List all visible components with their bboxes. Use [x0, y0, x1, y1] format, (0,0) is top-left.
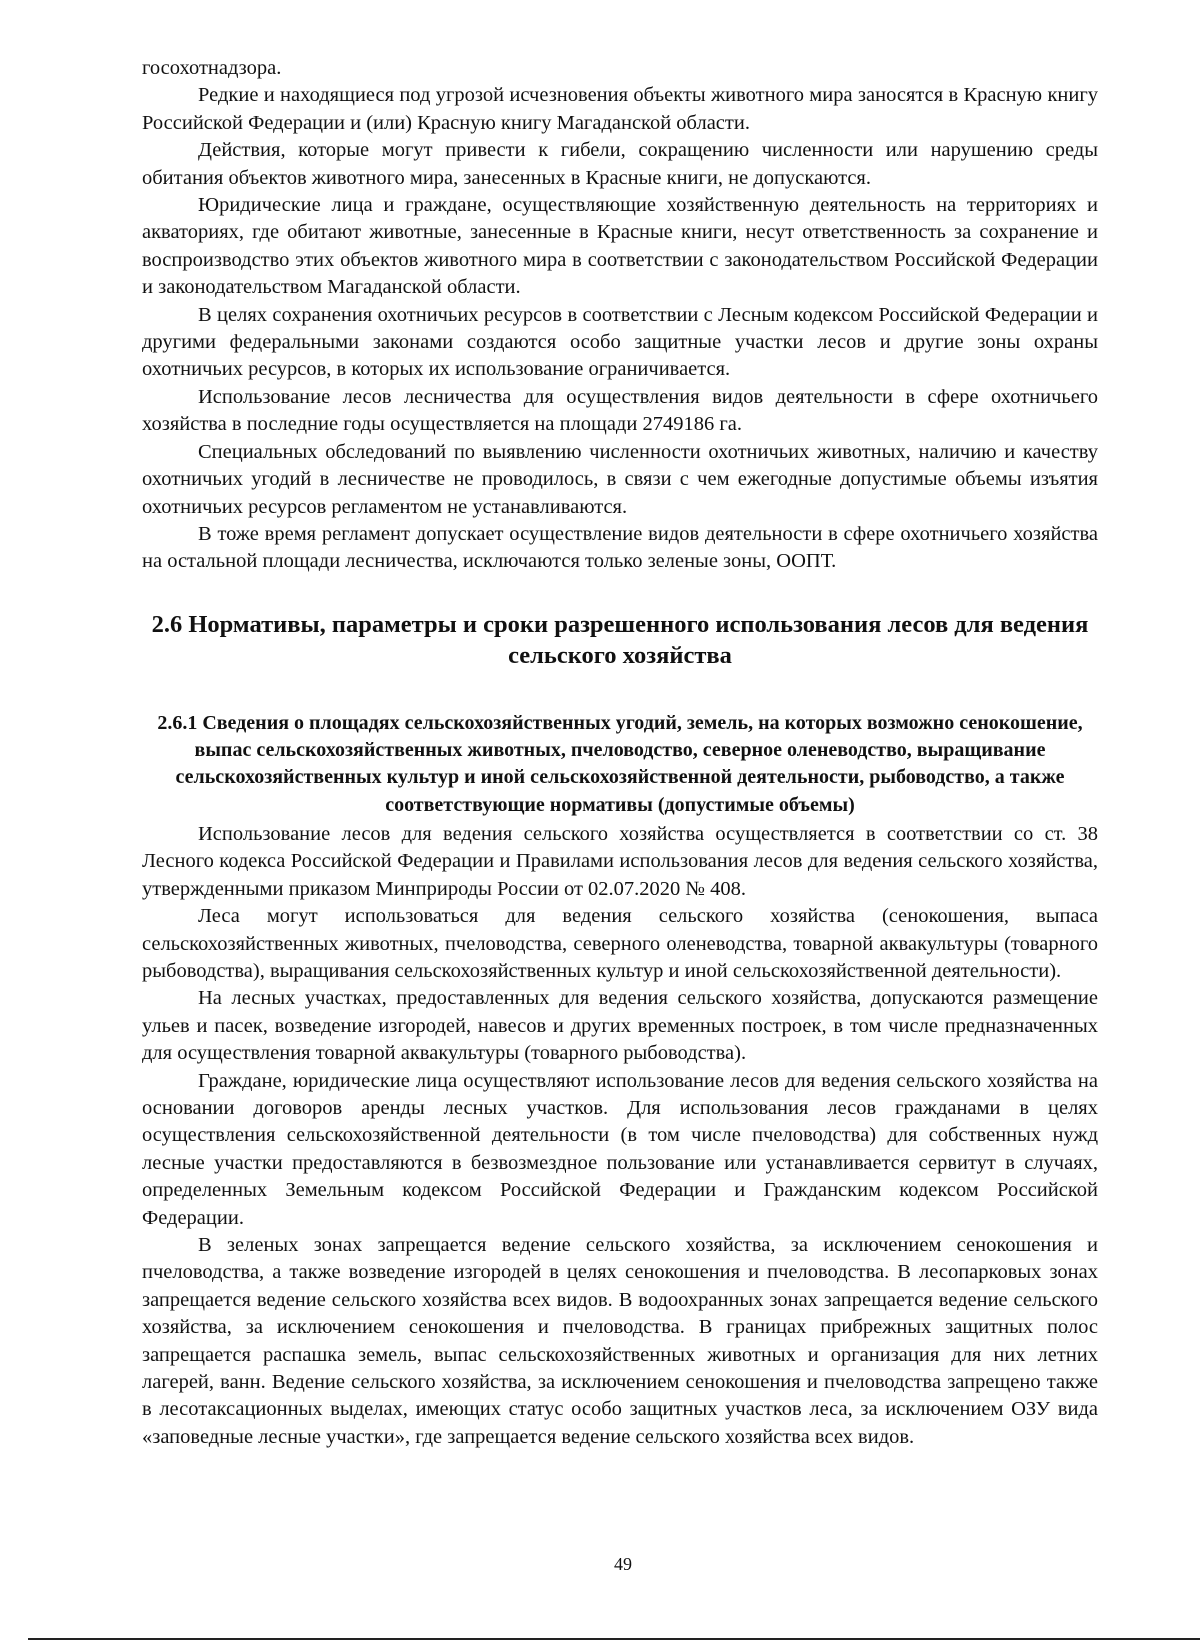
- paragraph-responsibility: Юридические лица и граждане, осуществляющие хозяйственную деятельность на территориях и акваториях, где обитают животные, занесенные в Красные книги, несут ответственность за сохранение и воспроизводство этих объектов животного мира в соответствии с законодательством Российской Федерации и законодательством Магаданской области.: [142, 194, 1098, 299]
- subsection-heading: 2.6.1 Сведения о площадях сельскохозяйственных угодий, земель, на которых возможно сенокошение, выпас сельскохозяйственных животных, пчеловодство, северное оленеводство, выращивание сельскохозяйственных культур и иной сельскохозяйственной деятельности, рыбоводство, а также соответствующие нормативы (допустимые объемы): [157, 711, 1083, 816]
- paragraph-protected-areas: В целях сохранения охотничьих ресурсов в соответствии с Лесным кодексом Российской Федерации и другими федеральными законами создаются особо защитные участки лесов и другие зоны охраны охотничьих ресурсов, в которых их использование ограничивается.: [142, 303, 1098, 381]
- paragraph-zone-restrictions: В зеленых зонах запрещается ведение сельского хозяйства, за исключением сенокошения и пчеловодства, а также возведение изгородей в целях сенокошения и пчеловодства. В лесопарковых зонах запрещается ведение сельского хозяйства всех видов. В водоохранных зонах запрещается ведение сельского хозяйства, за исключением сенокошения и пчеловодства. В границах прибрежных защитных полос запрещается распашка земель, выпас сельскохозяйственных животных и организация для них летних лагерей, ванн. Ведение сельского хозяйства, за исключением сенокошения и пчеловодства запрещено также в лесотаксационных выделах, имеющих статус особо защитных участков леса, за исключением ОЗУ вида «заповедные лесные участки», где запрещается ведение сельского хозяйства всех видов.: [142, 1234, 1098, 1448]
- paragraph-prohibited-actions: Действия, которые могут привести к гибели, сокращению численности или нарушению среды обитания объектов животного мира, занесенных в Красные книги, не допускаются.: [142, 139, 1098, 189]
- paragraph-hunting-area: Использование лесов лесничества для осуществления видов деятельности в сфере охотничьего хозяйства в последние годы осуществляется на площади 2749186 га.: [142, 385, 1098, 436]
- page-number: 49: [614, 1554, 632, 1574]
- document-page: [142, 55, 1098, 1451]
- paragraph-continuation: госохотнадзора.: [142, 57, 282, 79]
- paragraph-surveys: Специальных обследований по выявлению численности охотничьих животных, наличию и качеству охотничьих угодий в лесничестве не проводилось, в связи с чем ежегодные допустимые объемы изъятия охотничьих ресурсов регламентом не устанавливаются.: [142, 440, 1098, 518]
- section-heading: 2.6 Нормативы, параметры и сроки разрешенного использования лесов для ведения сельского хозяйства: [151, 610, 1089, 669]
- paragraph-legal-basis: Использование лесов для ведения сельского хозяйства осуществляется в соответствии со ст. 38 Лесного кодекса Российской Федерации и Правилами использования лесов для ведения сельского хозяйства, утвержденными приказом Минприроды России от 02.07.2020 № 408.: [142, 822, 1098, 900]
- paragraph-lease-agreements: Граждане, юридические лица осуществляют использование лесов для ведения сельского хозяйства на основании договоров аренды лесных участков. Для использования лесов гражданами в целях осуществления сельскохозяйственной деятельности (в том числе пчеловодства) для собственных нужд лесные участки предоставляются в безвозмездное пользование или устанавливается сервитут в случаях, определенных Земельным кодексом Российской Федерации и Гражданским кодексом Российской Федерации.: [142, 1069, 1098, 1229]
- bottom-rule: [28, 1638, 1200, 1640]
- paragraph-agriculture-uses: Леса могут использоваться для ведения сельского хозяйства (сенокошения, выпаса сельскохозяйственных животных, пчеловодства, северного оленеводства, товарной аквакультуры (товарного рыбоводства), выращивания сельскохозяйственных культур и иной сельскохозяйственной деятельности).: [142, 905, 1098, 982]
- paragraph-regulation-allows: В тоже время регламент допускает осуществление видов деятельности в сфере охотничьего хозяйства на остальной площади лесничества, исключаются только зеленые зоны, ООПТ.: [142, 522, 1098, 573]
- paragraph-permitted-structures: На лесных участках, предоставленных для ведения сельского хозяйства, допускаются размещение ульев и пасек, возведение изгородей, навесов и других временных построек, в том числе предназначенных для осуществления товарной аквакультуры (товарного рыбоводства).: [142, 987, 1098, 1065]
- paragraph-red-book: Редкие и находящиеся под угрозой исчезновения объекты животного мира заносятся в Красную книгу Российской Федерации и (или) Красную книгу Магаданской области.: [142, 84, 1098, 134]
